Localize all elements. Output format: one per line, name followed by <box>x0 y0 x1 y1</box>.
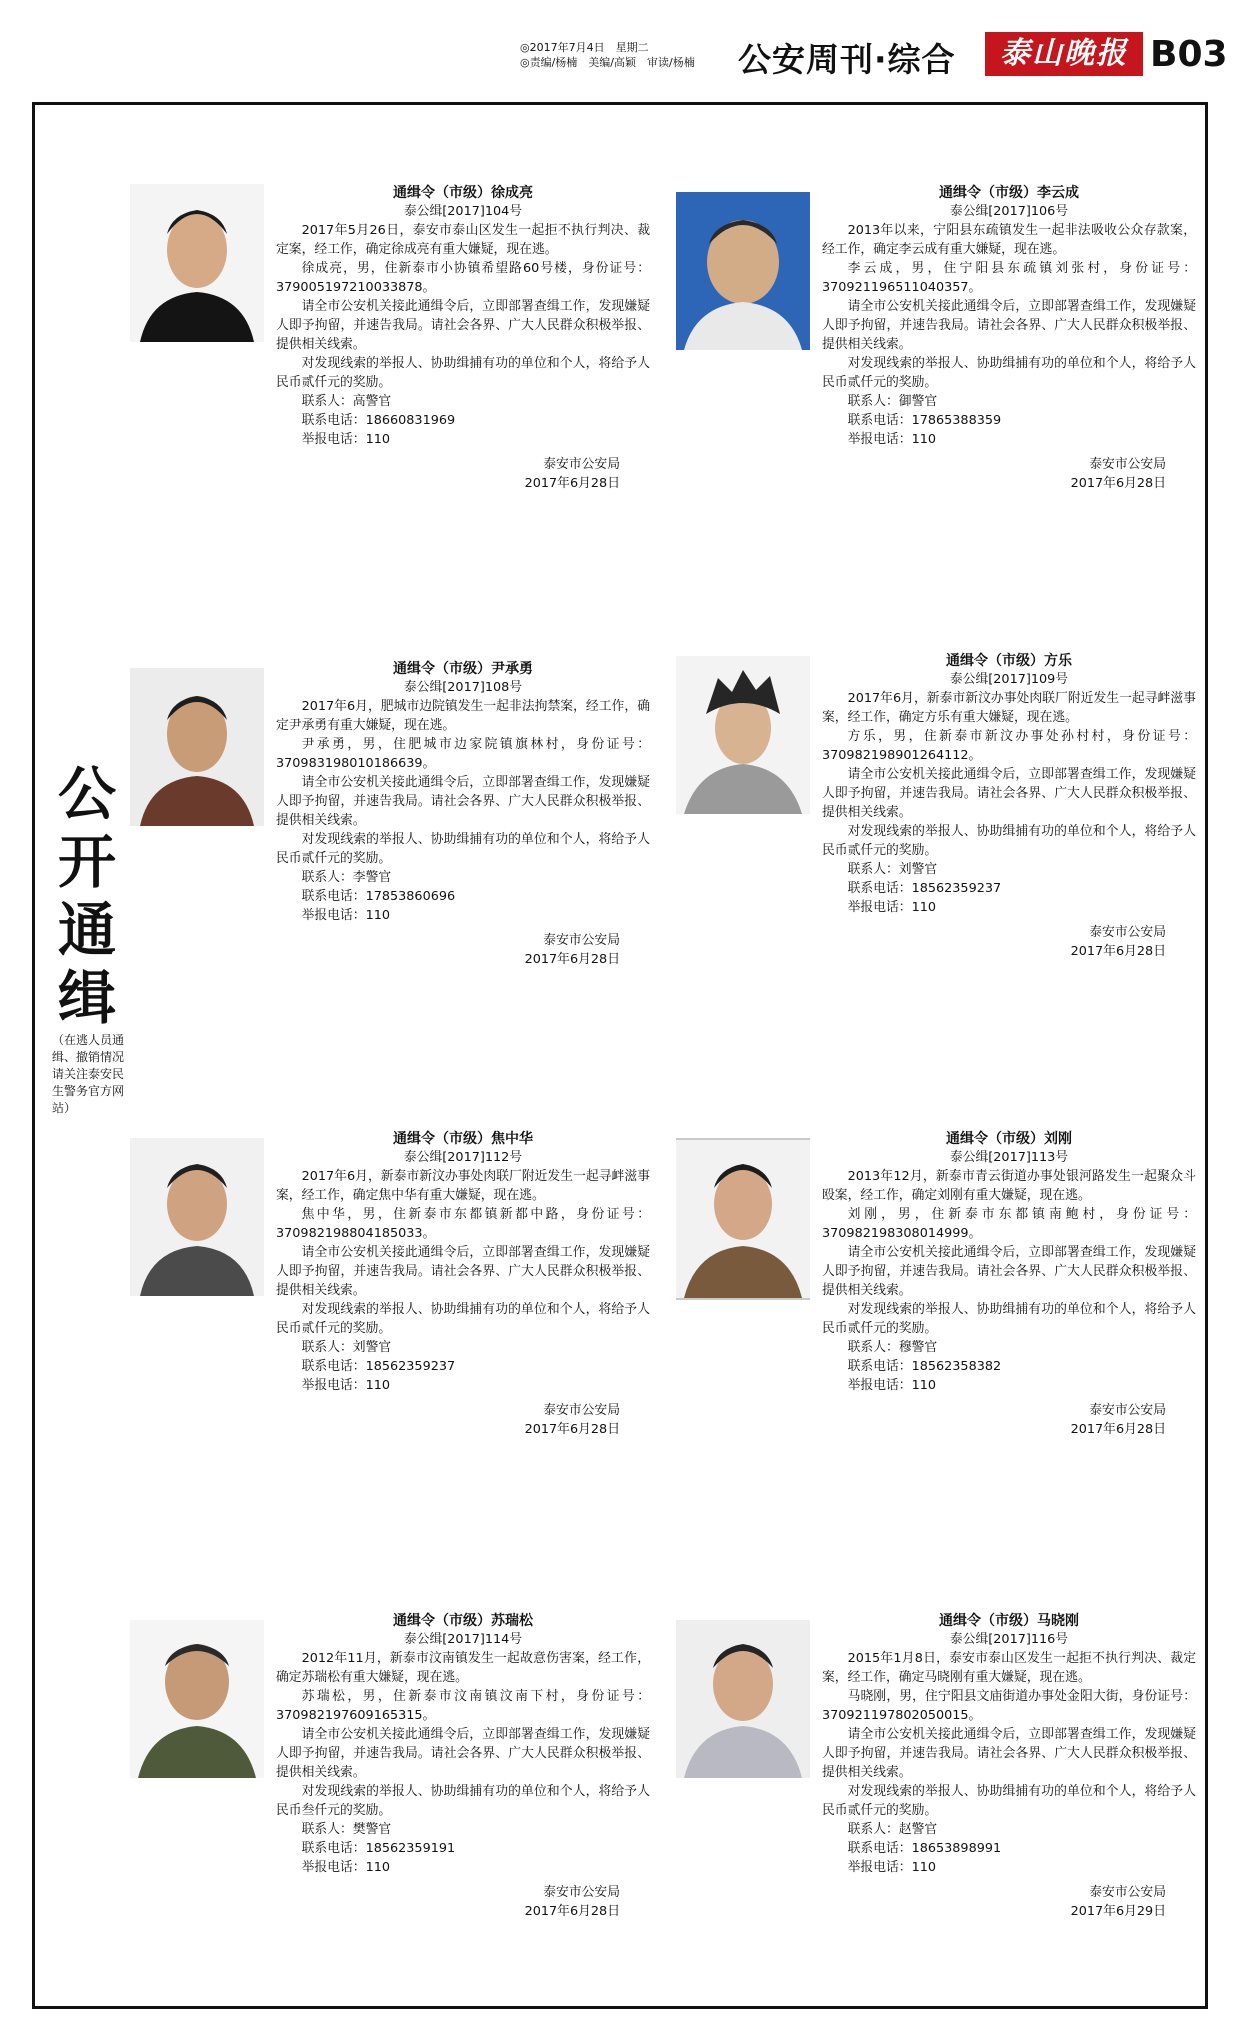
suspect-identity: 徐成亮，男，住新泰市小协镇希望路60号楼，身份证号：379005197210033878。 <box>276 261 650 295</box>
contact-phone: 联系电话：18562359237 <box>301 1359 456 1374</box>
issue-date: ◎2017年7月4日 星期二 <box>520 41 649 54</box>
reward-text: 对发现线索的举报人、协助缉捕有功的单位和个人，将给予人民币贰仟元的奖励。 <box>822 356 1196 390</box>
report-hotline: 举报电话：110 <box>301 1378 391 1393</box>
issue-date: 2017年6月28日 <box>524 1422 620 1437</box>
notice-body <box>822 652 1196 961</box>
notice-title: 通缉令（市级）刘刚 <box>946 1131 1072 1147</box>
report-hotline: 举报电话：110 <box>301 1860 391 1875</box>
suspect-photo <box>676 192 810 350</box>
case-description: 2015年1月8日，泰安市泰山区发生一起拒不执行判决、裁定案，经工作，确定马晓刚有重大嫌疑，现在逃。 <box>822 1651 1196 1685</box>
portrait-icon <box>676 1138 810 1300</box>
suspect-photo <box>676 1620 810 1778</box>
reward-text: 对发现线索的举报人、协助缉捕有功的单位和个人，将给予人民币贰仟元的奖励。 <box>822 1784 1196 1818</box>
contact-person: 联系人：刘警官 <box>847 862 938 877</box>
issuing-agency: 泰安市公安局 <box>543 1885 620 1900</box>
contact-person: 联系人：御警官 <box>847 394 938 409</box>
suspect-photo <box>130 668 264 826</box>
notice-number: 泰公缉[2017]108号 <box>403 680 523 695</box>
contact-person: 联系人：穆警官 <box>847 1340 938 1355</box>
reward-text: 对发现线索的举报人、协助缉捕有功的单位和个人，将给予人民币贰仟元的奖励。 <box>822 824 1196 858</box>
appeal-text: 请全市公安机关接此通缉令后，立即部署查缉工作，发现嫌疑人即予拘留，并速告我局。请社会各界、广大人民群众积极举报、提供相关线索。 <box>276 1245 650 1298</box>
case-description: 2013年12月，新泰市青云街道办事处银河路发生一起聚众斗殴案，经工作，确定刘刚有重大嫌疑，现在逃。 <box>822 1169 1196 1203</box>
section-title: 公安周刊·综合 <box>738 40 956 79</box>
notice-body <box>276 1130 650 1439</box>
notice-title: 通缉令（市级）马晓刚 <box>939 1613 1079 1629</box>
portrait-icon <box>676 192 810 350</box>
report-hotline: 举报电话：110 <box>301 432 391 447</box>
contact-phone: 联系电话：18653898991 <box>847 1841 1002 1856</box>
suspect-photo <box>130 184 264 342</box>
issuing-agency: 泰安市公安局 <box>1089 925 1166 940</box>
notice-body <box>822 1130 1196 1439</box>
masthead <box>0 0 1240 80</box>
notice-number: 泰公缉[2017]109号 <box>949 672 1069 687</box>
contact-phone: 联系电话：18562359237 <box>847 881 1002 896</box>
portrait-icon <box>130 1138 264 1296</box>
report-hotline: 举报电话：110 <box>847 1378 937 1393</box>
notice-number: 泰公缉[2017]116号 <box>949 1632 1069 1647</box>
notice-title: 通缉令（市级）苏瑞松 <box>393 1613 533 1629</box>
sidebar-note: （在逃人员通缉、撤销情况请关注泰安民生警务官方网站） <box>52 1033 125 1115</box>
notice-number: 泰公缉[2017]114号 <box>403 1632 523 1647</box>
contact-person: 联系人：李警官 <box>301 870 392 885</box>
report-hotline: 举报电话：110 <box>847 900 937 915</box>
suspect-identity: 方乐，男，住新泰市新汶办事处孙村村，身份证号：370982198901264112。 <box>822 729 1196 763</box>
sidebar-title: 公开通缉 <box>57 760 116 1032</box>
suspect-identity: 焦中华，男，住新泰市东都镇新都中路，身份证号：370982198804185033。 <box>276 1207 650 1241</box>
appeal-text: 请全市公安机关接此通缉令后，立即部署查缉工作，发现嫌疑人即予拘留，并速告我局。请社会各界、广大人民群众积极举报、提供相关线索。 <box>276 299 650 352</box>
case-description: 2017年6月，新泰市新汶办事处肉联厂附近发生一起寻衅滋事案，经工作，确定焦中华有重大嫌疑，现在逃。 <box>276 1169 650 1203</box>
issuing-agency: 泰安市公安局 <box>543 457 620 472</box>
appeal-text: 请全市公安机关接此通缉令后，立即部署查缉工作，发现嫌疑人即予拘留，并速告我局。请社会各界、广大人民群众积极举报、提供相关线索。 <box>822 767 1196 820</box>
notice-body <box>822 184 1196 493</box>
issuing-agency: 泰安市公安局 <box>1089 1885 1166 1900</box>
appeal-text: 请全市公安机关接此通缉令后，立即部署查缉工作，发现嫌疑人即予拘留，并速告我局。请社会各界、广大人民群众积极举报、提供相关线索。 <box>276 1727 650 1780</box>
case-description: 2017年5月26日，泰安市泰山区发生一起拒不执行判决、裁定案，经工作，确定徐成亮有重大嫌疑，现在逃。 <box>276 223 650 257</box>
issue-date: 2017年6月28日 <box>1070 1422 1166 1437</box>
newspaper-logo: 泰山晚报 <box>985 32 1143 76</box>
report-hotline: 举报电话：110 <box>301 908 391 923</box>
contact-phone: 联系电话：17853860696 <box>301 889 456 904</box>
report-hotline: 举报电话：110 <box>847 432 937 447</box>
portrait-icon <box>130 184 264 342</box>
issue-date: 2017年6月28日 <box>1070 476 1166 491</box>
issuing-agency: 泰安市公安局 <box>543 1403 620 1418</box>
appeal-text: 请全市公安机关接此通缉令后，立即部署查缉工作，发现嫌疑人即予拘留，并速告我局。请社会各界、广大人民群众积极举报、提供相关线索。 <box>822 299 1196 352</box>
issue-date: 2017年6月29日 <box>1070 1904 1166 1919</box>
contact-phone: 联系电话：18562358382 <box>847 1359 1002 1374</box>
suspect-photo <box>130 1620 264 1778</box>
portrait-icon <box>130 668 264 826</box>
issuing-agency: 泰安市公安局 <box>1089 1403 1166 1418</box>
contact-phone: 联系电话：18660831969 <box>301 413 456 428</box>
notice-title: 通缉令（市级）焦中华 <box>393 1131 533 1147</box>
notice-number: 泰公缉[2017]106号 <box>949 204 1069 219</box>
issue-meta <box>520 40 695 70</box>
notice-body <box>276 1612 650 1921</box>
reward-text: 对发现线索的举报人、协助缉捕有功的单位和个人，将给予人民币贰仟元的奖励。 <box>276 832 650 866</box>
suspect-identity: 马晓刚，男，住宁阳县文庙街道办事处金阳大街，身份证号：370921197802050015。 <box>822 1689 1196 1723</box>
notice-title: 通缉令（市级）徐成亮 <box>393 185 533 201</box>
issue-date: 2017年6月28日 <box>524 1904 620 1919</box>
case-description: 2012年11月，新泰市汶南镇发生一起故意伤害案，经工作，确定苏瑞松有重大嫌疑，现在逃。 <box>276 1651 650 1685</box>
issuing-agency: 泰安市公安局 <box>543 933 620 948</box>
issue-date: 2017年6月28日 <box>1070 944 1166 959</box>
issue-date: 2017年6月28日 <box>524 476 620 491</box>
notice-number: 泰公缉[2017]104号 <box>403 204 523 219</box>
issue-date: 2017年6月28日 <box>524 952 620 967</box>
suspect-photo <box>676 1138 810 1300</box>
notice-title: 通缉令（市级）尹承勇 <box>393 661 533 677</box>
notice-title: 通缉令（市级）方乐 <box>946 653 1072 669</box>
notice-number: 泰公缉[2017]112号 <box>403 1150 523 1165</box>
appeal-text: 请全市公安机关接此通缉令后，立即部署查缉工作，发现嫌疑人即予拘留，并速告我局。请社会各界、广大人民群众积极举报、提供相关线索。 <box>822 1727 1196 1780</box>
portrait-icon <box>676 656 810 814</box>
suspect-identity: 刘刚，男，住新泰市东都镇南鲍村，身份证号：370982198308014999。 <box>822 1207 1196 1241</box>
suspect-identity: 尹承勇，男，住肥城市边家院镇旗林村，身份证号：370983198010186639。 <box>276 737 650 771</box>
case-description: 2013年以来，宁阳县东疏镇发生一起非法吸收公众存款案，经工作，确定李云成有重大嫌疑，现在逃。 <box>822 223 1196 257</box>
issuing-agency: 泰安市公安局 <box>1089 457 1166 472</box>
appeal-text: 请全市公安机关接此通缉令后，立即部署查缉工作，发现嫌疑人即予拘留，并速告我局。请社会各界、广大人民群众积极举报、提供相关线索。 <box>822 1245 1196 1298</box>
notice-body <box>276 184 650 493</box>
reward-text: 对发现线索的举报人、协助缉捕有功的单位和个人，将给予人民币贰仟元的奖励。 <box>822 1302 1196 1336</box>
notice-body <box>276 660 650 969</box>
notice-title: 通缉令（市级）李云成 <box>939 185 1079 201</box>
contact-phone: 联系电话：17865388359 <box>847 413 1002 428</box>
editor-credits: ◎责编/杨楠 美编/高颖 审读/杨楠 <box>520 56 695 69</box>
contact-person: 联系人：赵警官 <box>847 1822 938 1837</box>
contact-person: 联系人：高警官 <box>301 394 392 409</box>
contact-person: 联系人：刘警官 <box>301 1340 392 1355</box>
notice-number: 泰公缉[2017]113号 <box>949 1150 1069 1165</box>
reward-text: 对发现线索的举报人、协助缉捕有功的单位和个人，将给予人民币叁仟元的奖励。 <box>276 1784 650 1818</box>
suspect-photo <box>676 656 810 814</box>
suspect-identity: 李云成，男，住宁阳县东疏镇刘张村，身份证号：370921196511040357。 <box>822 261 1196 295</box>
contact-person: 联系人：樊警官 <box>301 1822 392 1837</box>
reward-text: 对发现线索的举报人、协助缉捕有功的单位和个人，将给予人民币贰仟元的奖励。 <box>276 356 650 390</box>
portrait-icon <box>676 1620 810 1778</box>
reward-text: 对发现线索的举报人、协助缉捕有功的单位和个人，将给予人民币贰仟元的奖励。 <box>276 1302 650 1336</box>
case-description: 2017年6月，新泰市新汶办事处肉联厂附近发生一起寻衅滋事案，经工作，确定方乐有重大嫌疑，现在逃。 <box>822 691 1196 725</box>
notice-body <box>822 1612 1196 1921</box>
appeal-text: 请全市公安机关接此通缉令后，立即部署查缉工作，发现嫌疑人即予拘留，并速告我局。请社会各界、广大人民群众积极举报、提供相关线索。 <box>276 775 650 828</box>
report-hotline: 举报电话：110 <box>847 1860 937 1875</box>
page-number: B03 <box>1150 34 1228 75</box>
case-description: 2017年6月，肥城市边院镇发生一起非法拘禁案，经工作，确定尹承勇有重大嫌疑，现在逃。 <box>276 699 650 733</box>
contact-phone: 联系电话：18562359191 <box>301 1841 456 1856</box>
suspect-identity: 苏瑞松，男，住新泰市汶南镇汶南下村，身份证号：370982197609165315。 <box>276 1689 650 1723</box>
portrait-icon <box>130 1620 264 1778</box>
suspect-photo <box>130 1138 264 1296</box>
